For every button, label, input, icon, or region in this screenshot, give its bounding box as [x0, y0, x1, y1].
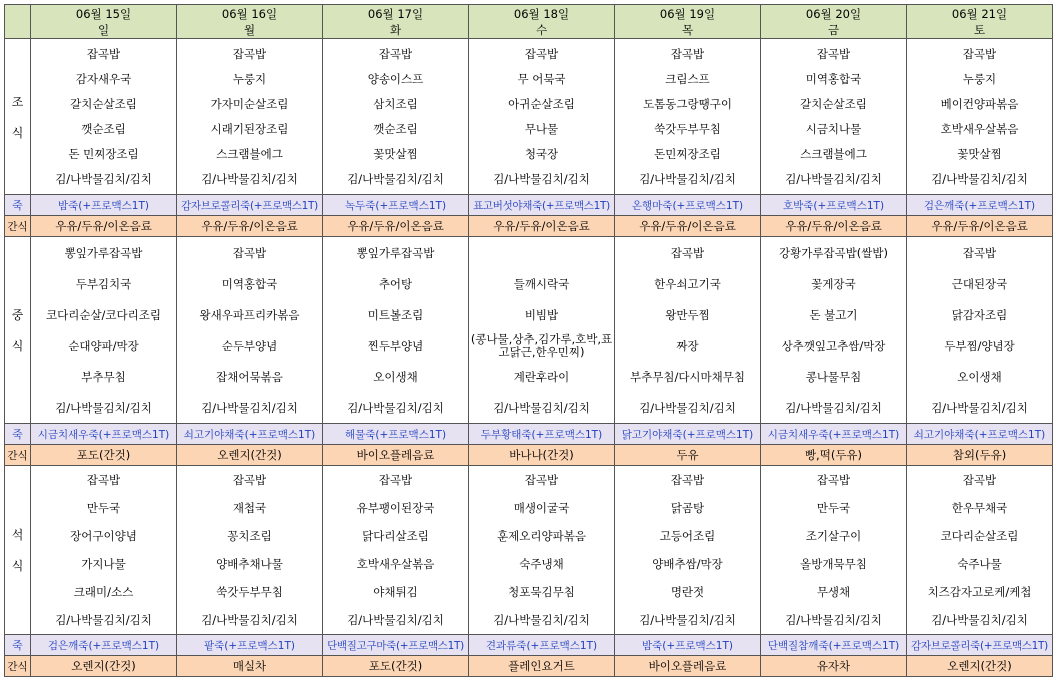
menu-item: 김/나박물김치/김치	[493, 613, 590, 627]
menu-item: 갈치순살조림	[800, 97, 867, 111]
menu-item: 김/나박물김치/김치	[493, 172, 590, 186]
menu-item: 잡곡밥	[962, 245, 997, 260]
menu-item: 누룽지	[962, 72, 997, 86]
breakfast-menu-cell	[907, 39, 1053, 195]
menu-item: 김/나박물김치/김치	[493, 400, 590, 415]
dinner-juk-cell: 감자브로콜리죽(+프로맥스1T)	[907, 635, 1053, 656]
dinner-juk-cell: 검은깨죽(+프로맥스1T)	[31, 635, 177, 656]
menu-item: 깻순조림	[81, 122, 126, 136]
breakfast-label	[5, 39, 31, 195]
menu-item: 왕만두찜	[665, 307, 710, 322]
menu-item: 만두국	[816, 501, 851, 515]
lunch-juk-row	[5, 424, 1053, 445]
evening-snack-cell: 오렌지(간것)	[907, 656, 1053, 677]
dinner-label-char: 석	[11, 528, 24, 542]
menu-item: 부추무침/다시마채무침	[630, 369, 745, 384]
menu-item: 잡곡밥	[232, 473, 267, 487]
menu-item: 미트볼조림	[367, 307, 424, 322]
menu-item: 돈민찌장조림	[654, 147, 721, 161]
lunch-juk-cell: 시금치새우죽(+프로맥스1T)	[31, 424, 177, 445]
dinner-menu-cell	[907, 466, 1053, 635]
menu-item: 잡채어묵볶음	[216, 369, 283, 384]
menu-item: 잡곡밥	[962, 473, 997, 487]
menu-item: 잡곡밥	[232, 245, 267, 260]
day-weekday: 화	[389, 22, 402, 37]
breakfast-juk-row	[5, 195, 1053, 216]
morning-snack-cell: 우유/두유/이온음료	[761, 216, 907, 237]
day-date: 06월 19일	[659, 6, 716, 21]
lunch-juk-cell: 시금치새우죽(+프로맥스1T)	[761, 424, 907, 445]
evening-snack-row	[5, 656, 1053, 677]
dinner-juk-cell: 단백질참깨죽(+프로맥스1T)	[761, 635, 907, 656]
day-header	[323, 5, 469, 39]
breakfast-juk-cell: 밤죽(+프로맥스1T)	[31, 195, 177, 216]
breakfast-juk-cell: 검은깨죽(+프로맥스1T)	[907, 195, 1053, 216]
day-weekday: 월	[243, 22, 256, 37]
menu-item: 추어탕	[378, 276, 413, 291]
breakfast-menu-cell	[761, 39, 907, 195]
menu-item: 김/나박물김치/김치	[201, 172, 298, 186]
menu-item: 부추무침	[81, 369, 126, 384]
menu-item: 김/나박물김치/김치	[347, 172, 444, 186]
menu-item: 근대된장국	[951, 276, 1008, 291]
evening-snack-cell: 오렌지(간것)	[31, 656, 177, 677]
breakfast-label-char: 조	[11, 94, 24, 109]
menu-item: 김/나박물김치/김치	[201, 613, 298, 627]
menu-item: 야채튀김	[373, 585, 418, 599]
dinner-label	[5, 466, 31, 635]
menu-item: 왕새우파프리카볶음	[199, 307, 300, 322]
menu-item: 김/나박물김치/김치	[931, 613, 1028, 627]
menu-item: 가자미순살조림	[210, 97, 289, 111]
afternoon-snack-cell: 두유	[615, 445, 761, 466]
evening-snack-cell: 포도(간것)	[323, 656, 469, 677]
menu-item: 김/나박물김치/김치	[347, 400, 444, 415]
menu-item: 오이생채	[373, 369, 418, 384]
menu-item: 크래미/소스	[73, 585, 134, 599]
menu-item: 잡곡밥	[670, 473, 705, 487]
day-date: 06월 16일	[221, 6, 278, 21]
menu-item: 짜장	[676, 338, 699, 353]
menu-item: 미역홍합국	[221, 276, 278, 291]
menu-item: 꽃게장국	[811, 276, 856, 291]
dinner-menu-cell	[615, 466, 761, 635]
day-header	[31, 5, 177, 39]
breakfast-juk-label: 죽	[5, 195, 31, 216]
menu-item: 김/나박물김치/김치	[639, 613, 736, 627]
menu-item: 숙주냉채	[519, 557, 564, 571]
menu-item: 꽃맛살찜	[957, 147, 1002, 161]
morning-snack-label: 간식	[5, 216, 31, 237]
menu-item: 호박새우살볶음	[940, 122, 1019, 136]
menu-item: 미역홍합국	[805, 72, 862, 86]
menu-item: 크림스프	[665, 72, 710, 86]
day-header	[177, 5, 323, 39]
menu-item: 유부팽이된장국	[356, 501, 435, 515]
menu-item: 무생채	[816, 585, 851, 599]
menu-item: 명란젓	[670, 585, 705, 599]
menu-item: 쑥갓두부무침	[654, 122, 721, 136]
menu-item: 잡곡밥	[816, 47, 851, 61]
menu-item: 한우쇠고기국	[654, 276, 721, 291]
menu-item: 양송이스프	[367, 72, 424, 86]
breakfast-juk-cell: 감자브로콜리죽(+프로맥스1T)	[177, 195, 323, 216]
menu-item: 잡곡밥	[524, 473, 559, 487]
menu-item	[469, 237, 614, 268]
menu-item: 잡곡밥	[524, 47, 559, 61]
menu-item: 훈제오리양파볶음	[497, 529, 586, 543]
breakfast-juk-cell: 호박죽(+프로맥스1T)	[761, 195, 907, 216]
afternoon-snack-cell: 오렌지(간것)	[177, 445, 323, 466]
breakfast-menu-cell	[469, 39, 615, 195]
afternoon-snack-cell: 빵,떡(두유)	[761, 445, 907, 466]
lunch-juk-cell: 쇠고기야채죽(+프로맥스1T)	[907, 424, 1053, 445]
evening-snack-label: 간식	[5, 656, 31, 677]
menu-item: 양배추채나물	[216, 557, 283, 571]
dinner-juk-label: 죽	[5, 635, 31, 656]
menu-item: 잡곡밥	[378, 473, 413, 487]
menu-item: 닭감자조림	[951, 307, 1008, 322]
breakfast-menu-cell	[177, 39, 323, 195]
menu-item: 닭곰탕	[670, 501, 705, 515]
dinner-menu-cell	[177, 466, 323, 635]
morning-snack-cell: 우유/두유/이온음료	[907, 216, 1053, 237]
menu-item: 무나물	[524, 122, 559, 136]
evening-snack-cell: 유자차	[761, 656, 907, 677]
menu-item: 상추깻잎고추쌈/막장	[781, 338, 886, 353]
day-date: 06월 20일	[805, 6, 862, 21]
menu-item: 코다리순살조림	[940, 529, 1019, 543]
menu-item: 숙주나물	[957, 557, 1002, 571]
day-header	[907, 5, 1053, 39]
menu-item: 청포묵김무침	[508, 585, 575, 599]
morning-snack-cell: 우유/두유/이온음료	[615, 216, 761, 237]
menu-item: 장어구이양념	[70, 529, 137, 543]
menu-item: 돈 민찌장조림	[68, 147, 139, 161]
day-weekday: 수	[535, 22, 548, 37]
menu-item: 가지나물	[81, 557, 126, 571]
menu-item: 김/나박물김치/김치	[201, 400, 298, 415]
lunch-juk-cell: 쇠고기야채죽(+프로맥스1T)	[177, 424, 323, 445]
breakfast-row	[5, 39, 1053, 195]
weekly-meal-table	[4, 4, 1053, 677]
breakfast-juk-cell: 표고버섯야채죽(+프로맥스1T)	[469, 195, 615, 216]
afternoon-snack-cell: 참외(두유)	[907, 445, 1053, 466]
menu-item: 김/나박물김치/김치	[931, 172, 1028, 186]
lunch-menu-cell	[31, 237, 177, 424]
menu-item: 시금치나물	[805, 122, 862, 136]
dinner-menu-cell	[469, 466, 615, 635]
menu-item: 잡곡밥	[962, 47, 997, 61]
menu-item: 쑥갓두부무침	[216, 585, 283, 599]
menu-item: 강황가루잡곡밥(쌀밥)	[779, 245, 888, 260]
lunch-juk-label: 죽	[5, 424, 31, 445]
menu-item: 콩나물무침	[805, 369, 862, 384]
menu-item: 찐두부양념	[367, 338, 424, 353]
menu-item: 돈 불고기	[809, 307, 858, 322]
menu-item: 꽁치조림	[227, 529, 272, 543]
menu-item: 한우무채국	[951, 501, 1008, 515]
menu-item: 잡곡밥	[816, 473, 851, 487]
day-date: 06월 18일	[513, 6, 570, 21]
day-header	[469, 5, 615, 39]
morning-snack-cell: 우유/두유/이온음료	[323, 216, 469, 237]
breakfast-label-char: 식	[11, 125, 24, 140]
lunch-menu-cell	[761, 237, 907, 424]
evening-snack-cell: 바이오플레음료	[615, 656, 761, 677]
menu-item: 김/나박물김치/김치	[785, 400, 882, 415]
menu-item: 순두부양념	[221, 338, 278, 353]
evening-snack-cell: 매실차	[177, 656, 323, 677]
lunch-menu-cell	[323, 237, 469, 424]
menu-item: 올방개묵무침	[800, 557, 867, 571]
lunch-menu-cell	[907, 237, 1053, 424]
afternoon-snack-cell: 바이오플레음료	[323, 445, 469, 466]
lunch-menu-cell	[615, 237, 761, 424]
evening-snack-cell: 플레인요거트	[469, 656, 615, 677]
afternoon-snack-cell: 포도(간것)	[31, 445, 177, 466]
menu-item: 닭다리살조림	[362, 529, 429, 543]
menu-item: 오이생채	[957, 369, 1002, 384]
menu-item: 잡곡밥	[378, 47, 413, 61]
menu-item: 호박새우살볶음	[356, 557, 435, 571]
menu-item: 비빔밥	[524, 307, 559, 322]
menu-item: 김/나박물김치/김치	[639, 400, 736, 415]
menu-item: 잡곡밥	[670, 245, 705, 260]
dinner-juk-cell: 단백질고구마죽(+프로맥스1T)	[323, 635, 469, 656]
menu-item: 아귀순살조림	[508, 97, 575, 111]
day-header	[615, 5, 761, 39]
lunch-menu-cell	[469, 237, 615, 424]
menu-item: 김/나박물김치/김치	[55, 172, 152, 186]
menu-item: 삼치조림	[373, 97, 418, 111]
lunch-label	[5, 237, 31, 424]
day-date: 06월 15일	[75, 6, 132, 21]
morning-snack-row	[5, 216, 1053, 237]
menu-item: (콩나물,상추,김가루,호박,표고닭근,한우민찌)	[470, 331, 613, 359]
day-weekday: 목	[681, 22, 694, 37]
morning-snack-cell: 우유/두유/이온음료	[31, 216, 177, 237]
menu-item: 재첩국	[232, 501, 267, 515]
menu-item: 갈치순살조림	[70, 97, 137, 111]
menu-item: 잡곡밥	[86, 473, 121, 487]
lunch-juk-cell: 두부황태죽(+프로맥스1T)	[469, 424, 615, 445]
menu-item: 코다리순살/코다리조림	[46, 307, 161, 322]
lunch-label-char: 식	[11, 339, 24, 353]
day-date: 06월 21일	[951, 6, 1008, 21]
menu-item: 시래기된장조림	[210, 122, 289, 136]
menu-item: 도톰동그랑땡구이	[643, 97, 732, 111]
menu-item: 조기살구이	[805, 529, 862, 543]
menu-item: 무 어묵국	[517, 72, 566, 86]
menu-item: 잡곡밥	[232, 47, 267, 61]
menu-item: 청국장	[524, 147, 559, 161]
breakfast-menu-cell	[323, 39, 469, 195]
menu-item: 김/나박물김치/김치	[55, 613, 152, 627]
menu-item: 두부찜/양념장	[944, 338, 1015, 353]
menu-item: 두부김치국	[75, 276, 132, 291]
menu-item: 누룽지	[232, 72, 267, 86]
breakfast-juk-cell: 녹두죽(+프로맥스1T)	[323, 195, 469, 216]
day-header	[761, 5, 907, 39]
menu-item: 잡곡밥	[86, 47, 121, 61]
menu-item: 뽕잎가루잡곡밥	[64, 245, 143, 260]
menu-item: 김/나박물김치/김치	[785, 172, 882, 186]
menu-item: 스크램블에그	[216, 147, 283, 161]
menu-item: 감자새우국	[75, 72, 132, 86]
dinner-juk-cell: 밤죽(+프로맥스1T)	[615, 635, 761, 656]
menu-item: 김/나박물김치/김치	[639, 172, 736, 186]
lunch-menu-cell	[177, 237, 323, 424]
menu-item: 매생이굴국	[513, 501, 570, 515]
day-weekday: 토	[973, 22, 986, 37]
menu-item: 순대양파/막장	[68, 338, 139, 353]
dinner-menu-cell	[31, 466, 177, 635]
lunch-label-char: 중	[11, 308, 24, 322]
menu-item: 깻순조림	[373, 122, 418, 136]
breakfast-menu-cell	[615, 39, 761, 195]
menu-item: 김/나박물김치/김치	[785, 613, 882, 627]
menu-item: 뽕잎가루잡곡밥	[356, 245, 435, 260]
dinner-label-char: 식	[11, 559, 24, 573]
lunch-juk-cell: 해물죽(+프로맥스1T)	[323, 424, 469, 445]
menu-item: 베이컨양파볶음	[940, 97, 1019, 111]
lunch-row	[5, 237, 1053, 424]
afternoon-snack-label: 간식	[5, 445, 31, 466]
menu-item: 잡곡밥	[670, 47, 705, 61]
morning-snack-cell: 우유/두유/이온음료	[469, 216, 615, 237]
menu-item: 치즈감자고로케/케첩	[927, 585, 1032, 599]
day-date: 06월 17일	[367, 6, 424, 21]
menu-item: 김/나박물김치/김치	[931, 400, 1028, 415]
menu-item: 들깨시락국	[513, 276, 570, 291]
breakfast-juk-cell: 온행마죽(+프로맥스1T)	[615, 195, 761, 216]
header-corner	[5, 5, 31, 39]
menu-item: 스크램블에그	[800, 147, 867, 161]
dinner-juk-cell: 견과류죽(+프로맥스1T)	[469, 635, 615, 656]
dinner-juk-row	[5, 635, 1053, 656]
dinner-menu-cell	[323, 466, 469, 635]
menu-item: 양배추쌈/막장	[652, 557, 723, 571]
menu-item: 김/나박물김치/김치	[55, 400, 152, 415]
afternoon-snack-cell: 바나나(간것)	[469, 445, 615, 466]
dinner-row	[5, 466, 1053, 635]
menu-item: 꽃맛살찜	[373, 147, 418, 161]
menu-item: 계란후라이	[513, 369, 570, 384]
menu-item: 고등어조림	[659, 529, 716, 543]
breakfast-menu-cell	[31, 39, 177, 195]
menu-item: 만두국	[86, 501, 121, 515]
menu-item: 김/나박물김치/김치	[347, 613, 444, 627]
day-weekday: 금	[827, 22, 840, 37]
dinner-menu-cell	[761, 466, 907, 635]
morning-snack-cell: 우유/두유/이온음료	[177, 216, 323, 237]
lunch-juk-cell: 닭고기야채죽(+프로맥스1T)	[615, 424, 761, 445]
dinner-juk-cell: 팥죽(+프로맥스1T)	[177, 635, 323, 656]
afternoon-snack-row	[5, 445, 1053, 466]
header-row	[5, 5, 1053, 39]
day-weekday: 일	[97, 22, 110, 37]
